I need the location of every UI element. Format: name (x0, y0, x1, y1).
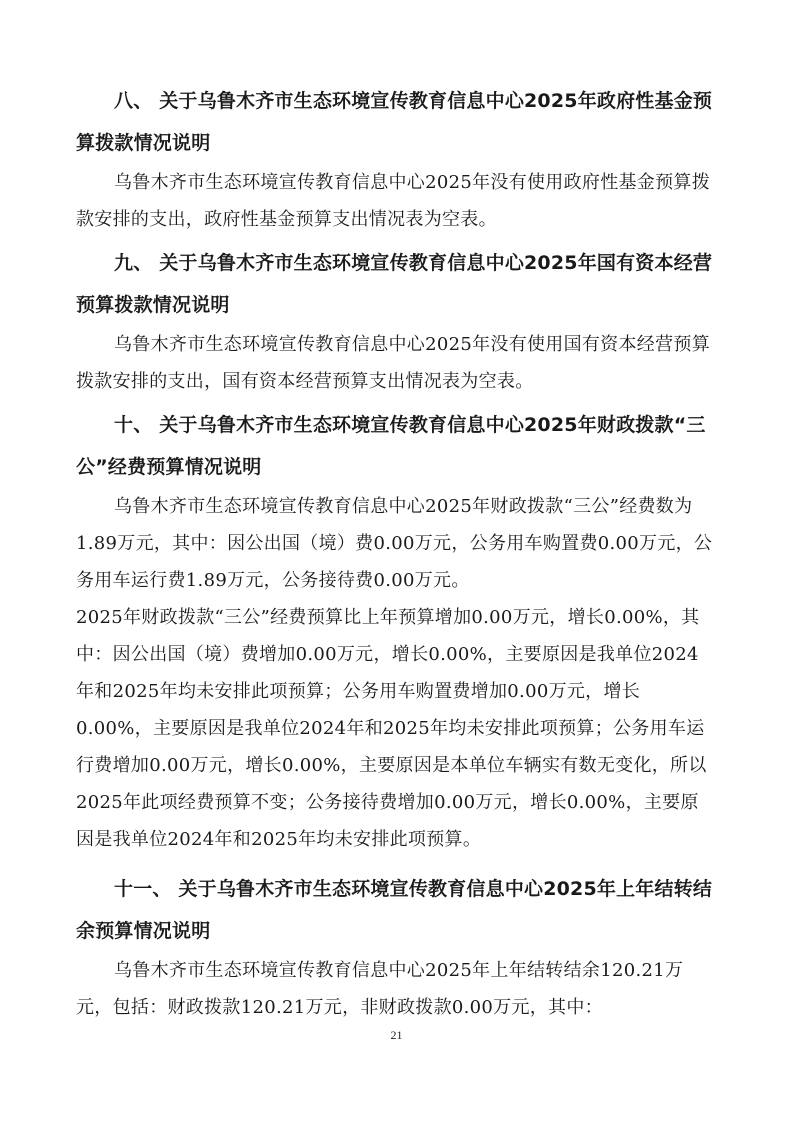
section-10-paragraph-1: 乌鲁木齐市生态环境宣传教育信息中心2025年财政拨款“三公”经费数为1.89万元，其中：因公出国（境）费0.00万元，公务用车购置费0.00万元，公务用车运行费1.89万元，公务接待费0.00万元。 (76, 496, 713, 591)
section-heading-11: 十一、 关于乌鲁木齐市生态环境宣传教育信息中心2025年上年结转结余预算情况说明 (76, 878, 713, 942)
section-11-paragraph-1: 乌鲁木齐市生态环境宣传教育信息中心2025年上年结转结余120.21万元，包括：财政拨款120.21万元，非财政拨款0.00万元，其中： (76, 960, 684, 1018)
page-number: 21 (390, 1028, 403, 1042)
section-10-paragraph-2: 2025年财政拨款“三公”经费预算比上年预算增加0.00万元，增长0.00%，其中：因公出国（境）费增加0.00万元，增长0.00%，主要原因是我单位2024年和2025年均未安排此项预算；公务用车购置费增加0.00万元，增长0.00%，主要原因是我单位2024年和2025年均未安排此项预算；公务用车运行费增加0.00万元，增长0.00%，主要原因是本单位车辆实有数无变化，所以2025年此项经费预算不变；公务接待费增加0.00万元，增长0.00%，主要原因是我单位2024年和2025年均未安排此项预算。 (76, 607, 707, 850)
section-9-paragraph-1: 乌鲁木齐市生态环境宣传教育信息中心2025年没有使用国有资本经营预算拨款安排的支出，国有资本经营预算支出情况表为空表。 (76, 334, 711, 392)
section-heading-9: 九、 关于乌鲁木齐市生态环境宣传教育信息中心2025年国有资本经营预算拨款情况说明 (76, 252, 713, 316)
section-heading-8: 八、 关于乌鲁木齐市生态环境宣传教育信息中心2025年政府性基金预算拨款情况说明 (76, 90, 713, 154)
section-8-paragraph-1: 乌鲁木齐市生态环境宣传教育信息中心2025年没有使用政府性基金预算拨款安排的支出，政府性基金预算支出情况表为空表。 (76, 172, 711, 230)
page-content (76, 80, 716, 1026)
section-heading-10: 十、 关于乌鲁木齐市生态环境宣传教育信息中心2025年财政拨款“三公”经费预算情况说明 (76, 414, 706, 478)
